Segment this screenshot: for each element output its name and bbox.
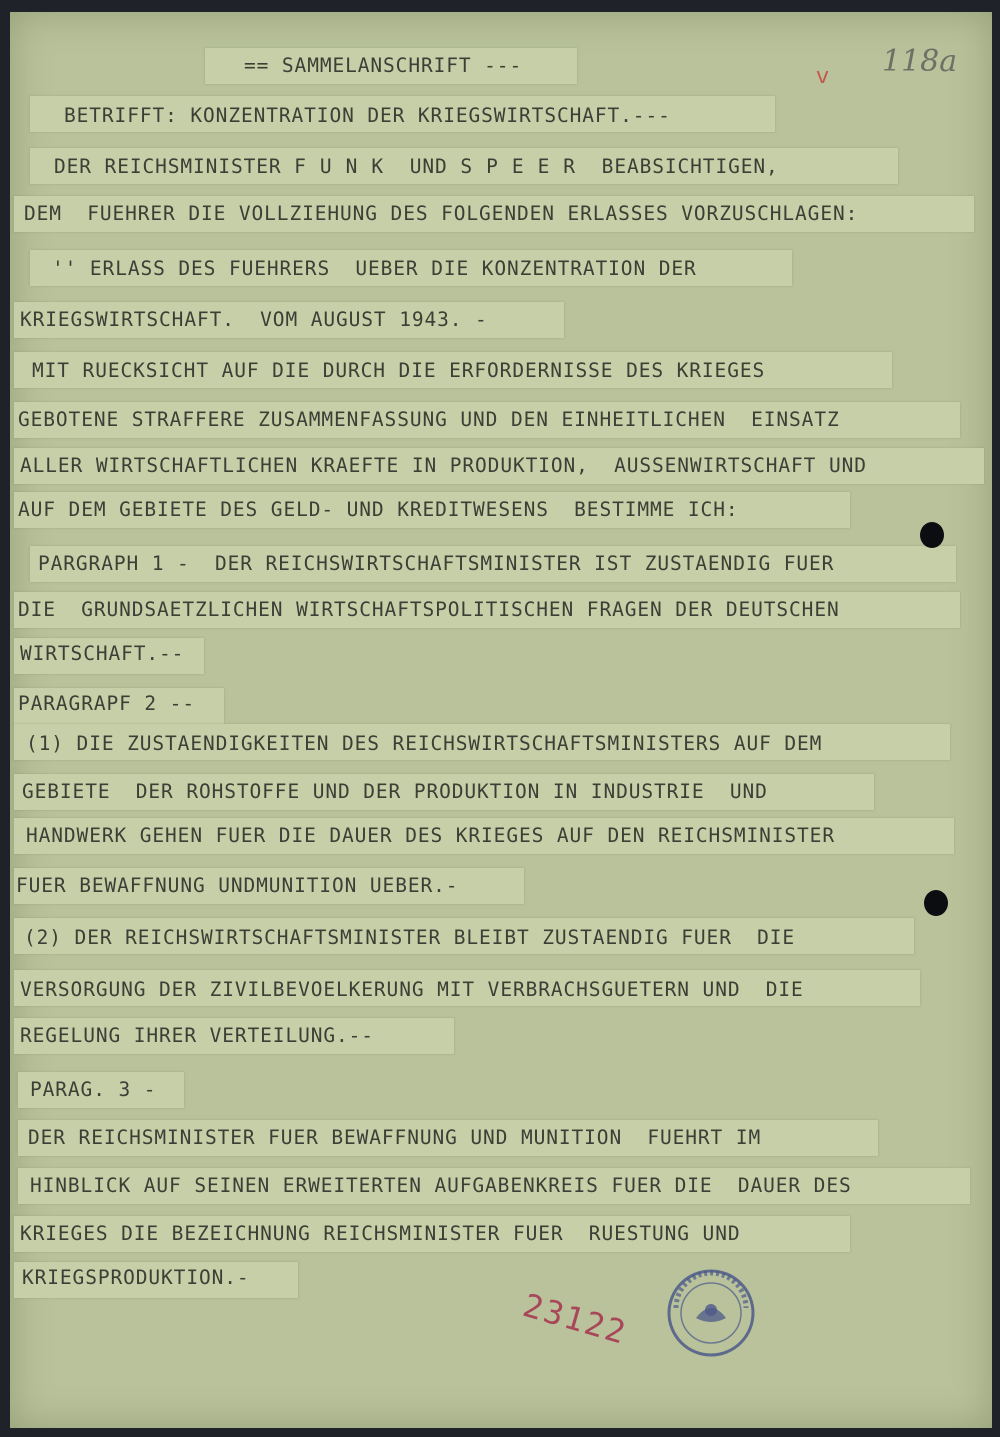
paragraph-3-line-1: DER REICHSMINISTER FUER BEWAFFNUNG UND MUNITION FUEHRT IM (28, 1126, 762, 1149)
intro-text-c: BEABSICHTIGEN, (589, 155, 779, 178)
preamble-line-3: ALLER WIRTSCHAFTLICHEN KRAEFTE IN PRODUKTION, AUSSENWIRTSCHAFT UND (20, 454, 867, 477)
paragraph-1-line-1: PARGRAPH 1 - DER REICHSWIRTSCHAFTSMINISTER IST ZUSTAENDIG FUER (38, 552, 835, 575)
paragraph-3-heading: PARAG. 3 - (30, 1078, 157, 1101)
document-page (10, 12, 992, 1428)
paragraph-2-line-5: (2) DER REICHSWIRTSCHAFTSMINISTER BLEIBT ZUSTAENDIG FUER DIE (24, 926, 796, 949)
paragraph-2-line-2: GEBIETE DER ROHSTOFFE UND DER PRODUKTION IN INDUSTRIE UND (22, 780, 768, 803)
paragraph-3-line-3: KRIEGES DIE BEZEICHNUNG REICHSMINISTER FUER RUESTUNG UND (20, 1222, 741, 1245)
name-speer: SPEER (460, 155, 590, 178)
paragraph-2-line-3: HANDWERK GEHEN FUER DIE DAUER DES KRIEGES AUF DEN REICHSMINISTER (26, 824, 835, 847)
document-header: == SAMMELANSCHRIFT --- (244, 54, 523, 77)
paragraph-3-line-4: KRIEGSPRODUKTION.- (22, 1266, 250, 1289)
red-check-mark: v (816, 64, 830, 89)
handwritten-page-number: 118a (882, 44, 958, 79)
preamble-line-4: AUF DEM GEBIETE DES GELD- UND KREDITWESENS BESTIMME ICH: (18, 498, 739, 521)
punch-hole (924, 890, 948, 916)
paragraph-2-line-6: VERSORGUNG DER ZIVILBEVOELKERUNG MIT VERBRACHSGUETERN UND DIE (20, 978, 804, 1001)
punch-hole (920, 522, 944, 548)
intro-text-a: DER REICHSMINISTER (54, 155, 295, 178)
intro-line-1 (54, 155, 779, 179)
paragraph-2-line-1: (1) DIE ZUSTAENDIGKEITEN DES REICHSWIRTSCHAFTSMINISTERS AUF DEM (26, 732, 823, 755)
preamble-line-1: MIT RUECKSICHT AUF DIE DURCH DIE ERFORDERNISSE DES KRIEGES (32, 359, 766, 382)
paragraph-1-line-2: DIE GRUNDSAETZLICHEN WIRTSCHAFTSPOLITISCHEN FRAGEN DER DEUTSCHEN (18, 598, 840, 621)
preamble-line-2: GEBOTENE STRAFFERE ZUSAMMENFASSUNG UND DEN EINHEITLICHEN EINSATZ (18, 408, 840, 431)
document-number-stamp: 23122 (518, 1286, 632, 1352)
intro-line-2: DEM FUEHRER DIE VOLLZIEHUNG DES FOLGENDEN ERLASSES VORZUSCHLAGEN: (24, 202, 859, 225)
archive-seal-stamp (666, 1268, 756, 1358)
decree-title-line-1: '' ERLASS DES FUEHRERS UEBER DIE KONZENTRATION DER (52, 257, 697, 280)
intro-text-b: UND (397, 155, 461, 178)
paragraph-2-heading: PARAGRAPF 2 -- (18, 692, 195, 715)
paragraph-3-line-2: HINBLICK AUF SEINEN ERWEITERTEN AUFGABENKREIS FUER DIE DAUER DES (30, 1174, 852, 1197)
paragraph-2-line-7: REGELUNG IHRER VERTEILUNG.-- (20, 1024, 374, 1047)
paragraph-2-line-4: FUER BEWAFFNUNG UNDMUNITION UEBER.- (16, 874, 459, 897)
name-funk: FUNK (294, 155, 398, 178)
paragraph-1-line-3: WIRTSCHAFT.-- (20, 642, 185, 665)
decree-title-line-2: KRIEGSWIRTSCHAFT. VOM AUGUST 1943. - (20, 308, 488, 331)
subject-line: BETRIFFT: KONZENTRATION DER KRIEGSWIRTSCHAFT.--- (64, 104, 671, 127)
